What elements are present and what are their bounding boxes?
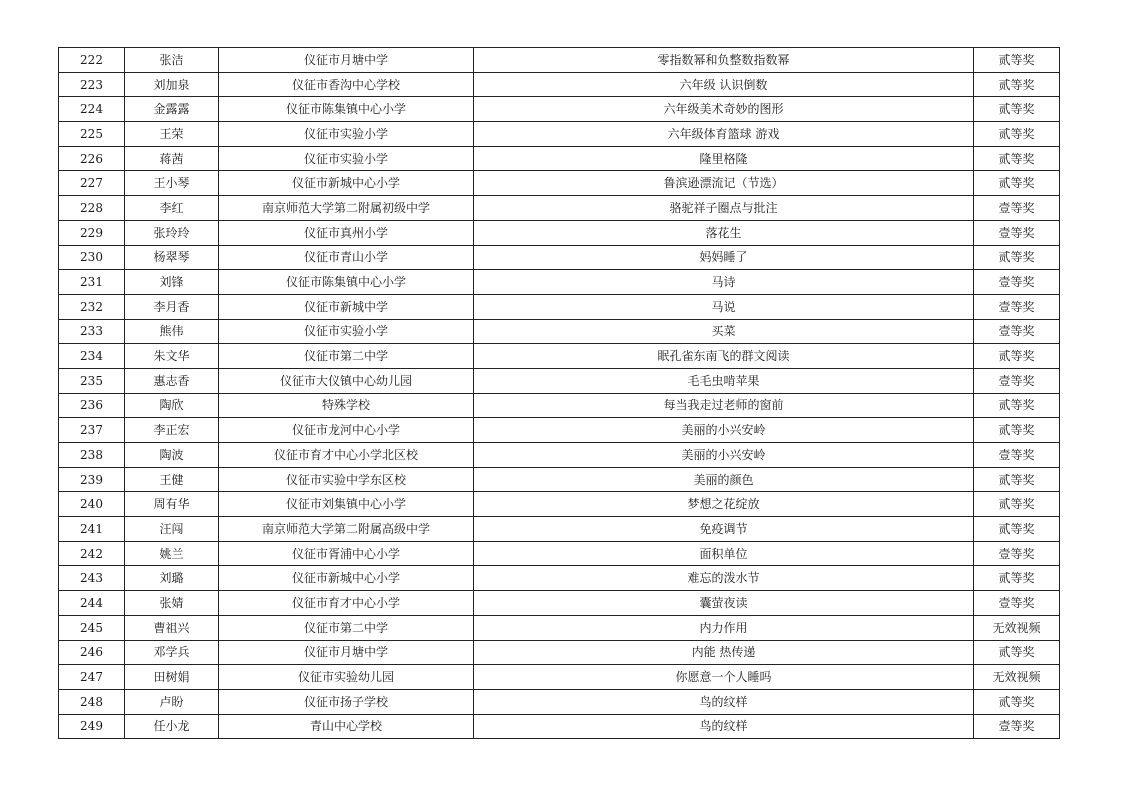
teacher-name-cell: 任小龙 <box>125 714 219 739</box>
lesson-title-cell: 面积单位 <box>474 541 974 566</box>
award-cell: 壹等奖 <box>974 294 1060 319</box>
lesson-title-cell: 六年级美术奇妙的图形 <box>474 97 974 122</box>
school-cell: 南京师范大学第二附属初级中学 <box>219 196 474 221</box>
table-row <box>59 566 1060 591</box>
award-cell: 贰等奖 <box>974 418 1060 443</box>
row-number-cell: 239 <box>59 467 125 492</box>
school-cell: 仪征市香沟中心学校 <box>219 72 474 97</box>
lesson-title-cell: 六年级体育篮球 游戏 <box>474 122 974 147</box>
lesson-title-cell: 六年级 认识倒数 <box>474 72 974 97</box>
award-cell: 壹等奖 <box>974 443 1060 468</box>
lesson-title-cell: 骆驼祥子圈点与批注 <box>474 196 974 221</box>
lesson-title-cell: 鲁滨逊漂流记（节选） <box>474 171 974 196</box>
teacher-name-cell: 惠志香 <box>125 368 219 393</box>
award-cell: 贰等奖 <box>974 492 1060 517</box>
school-cell: 仪征市第二中学 <box>219 615 474 640</box>
teacher-name-cell: 邓学兵 <box>125 640 219 665</box>
school-cell: 青山中心学校 <box>219 714 474 739</box>
school-cell: 仪征市大仪镇中心幼儿园 <box>219 368 474 393</box>
teacher-name-cell: 刘锋 <box>125 270 219 295</box>
table-row <box>59 665 1060 690</box>
lesson-title-cell: 马说 <box>474 294 974 319</box>
row-number-cell: 242 <box>59 541 125 566</box>
award-cell: 贰等奖 <box>974 146 1060 171</box>
teacher-name-cell: 王健 <box>125 467 219 492</box>
row-number-cell: 231 <box>59 270 125 295</box>
table-row <box>59 443 1060 468</box>
school-cell: 仪征市新城中心小学 <box>219 171 474 196</box>
award-cell: 壹等奖 <box>974 714 1060 739</box>
table-row <box>59 146 1060 171</box>
lesson-title-cell: 梦想之花绽放 <box>474 492 974 517</box>
teacher-name-cell: 张洁 <box>125 48 219 73</box>
table-row <box>59 492 1060 517</box>
school-cell: 仪征市月塘中学 <box>219 48 474 73</box>
teacher-name-cell: 李正宏 <box>125 418 219 443</box>
award-cell: 壹等奖 <box>974 541 1060 566</box>
row-number-cell: 223 <box>59 72 125 97</box>
school-cell: 仪征市真州小学 <box>219 220 474 245</box>
lesson-title-cell: 隆里格隆 <box>474 146 974 171</box>
lesson-title-cell: 马诗 <box>474 270 974 295</box>
award-cell: 贰等奖 <box>974 48 1060 73</box>
teacher-name-cell: 金露露 <box>125 97 219 122</box>
school-cell: 仪征市青山小学 <box>219 245 474 270</box>
teacher-name-cell: 陶欣 <box>125 393 219 418</box>
school-cell: 仪征市第二中学 <box>219 344 474 369</box>
lesson-title-cell: 鸟的纹样 <box>474 714 974 739</box>
award-cell: 贰等奖 <box>974 640 1060 665</box>
table-row <box>59 689 1060 714</box>
row-number-cell: 247 <box>59 665 125 690</box>
lesson-title-cell: 零指数幂和负整数指数幂 <box>474 48 974 73</box>
teacher-name-cell: 李红 <box>125 196 219 221</box>
row-number-cell: 238 <box>59 443 125 468</box>
table-row <box>59 196 1060 221</box>
row-number-cell: 246 <box>59 640 125 665</box>
table-row <box>59 591 1060 616</box>
school-cell: 仪征市育才中心小学北区校 <box>219 443 474 468</box>
school-cell: 仪征市新城中学 <box>219 294 474 319</box>
award-cell: 壹等奖 <box>974 220 1060 245</box>
row-number-cell: 228 <box>59 196 125 221</box>
school-cell: 仪征市刘集镇中心小学 <box>219 492 474 517</box>
award-cell: 壹等奖 <box>974 319 1060 344</box>
row-number-cell: 232 <box>59 294 125 319</box>
table-row <box>59 220 1060 245</box>
table-row <box>59 368 1060 393</box>
lesson-title-cell: 买菜 <box>474 319 974 344</box>
table-row <box>59 517 1060 542</box>
award-cell: 壹等奖 <box>974 270 1060 295</box>
row-number-cell: 248 <box>59 689 125 714</box>
award-cell: 贰等奖 <box>974 72 1060 97</box>
award-cell: 贰等奖 <box>974 566 1060 591</box>
award-cell: 壹等奖 <box>974 368 1060 393</box>
row-number-cell: 224 <box>59 97 125 122</box>
teacher-name-cell: 卢盼 <box>125 689 219 714</box>
teacher-name-cell: 刘加泉 <box>125 72 219 97</box>
teacher-name-cell: 张玲玲 <box>125 220 219 245</box>
lesson-title-cell: 内力作用 <box>474 615 974 640</box>
school-cell: 特殊学校 <box>219 393 474 418</box>
table-row <box>59 97 1060 122</box>
row-number-cell: 237 <box>59 418 125 443</box>
lesson-title-cell: 内能 热传递 <box>474 640 974 665</box>
row-number-cell: 227 <box>59 171 125 196</box>
teacher-name-cell: 刘璐 <box>125 566 219 591</box>
award-cell: 贰等奖 <box>974 122 1060 147</box>
table-row <box>59 344 1060 369</box>
award-cell: 壹等奖 <box>974 196 1060 221</box>
teacher-name-cell: 陶波 <box>125 443 219 468</box>
teacher-name-cell: 熊伟 <box>125 319 219 344</box>
teacher-name-cell: 蒋茜 <box>125 146 219 171</box>
school-cell: 仪征市育才中心小学 <box>219 591 474 616</box>
row-number-cell: 222 <box>59 48 125 73</box>
lesson-title-cell: 难忘的泼水节 <box>474 566 974 591</box>
teacher-name-cell: 曹祖兴 <box>125 615 219 640</box>
school-cell: 仪征市实验中学东区校 <box>219 467 474 492</box>
table-row <box>59 122 1060 147</box>
school-cell: 南京师范大学第二附属高级中学 <box>219 517 474 542</box>
school-cell: 仪征市实验小学 <box>219 122 474 147</box>
table-row <box>59 615 1060 640</box>
table-row <box>59 294 1060 319</box>
row-number-cell: 245 <box>59 615 125 640</box>
school-cell: 仪征市陈集镇中心小学 <box>219 270 474 295</box>
table-row <box>59 467 1060 492</box>
row-number-cell: 233 <box>59 319 125 344</box>
school-cell: 仪征市龙河中心小学 <box>219 418 474 443</box>
teacher-name-cell: 李月香 <box>125 294 219 319</box>
school-cell: 仪征市月塘中学 <box>219 640 474 665</box>
table-row <box>59 541 1060 566</box>
table-row <box>59 72 1060 97</box>
row-number-cell: 249 <box>59 714 125 739</box>
lesson-title-cell: 每当我走过老师的窗前 <box>474 393 974 418</box>
table-row <box>59 270 1060 295</box>
teacher-name-cell: 王小琴 <box>125 171 219 196</box>
lesson-title-cell: 美丽的颜色 <box>474 467 974 492</box>
row-number-cell: 225 <box>59 122 125 147</box>
row-number-cell: 244 <box>59 591 125 616</box>
table-row <box>59 319 1060 344</box>
row-number-cell: 241 <box>59 517 125 542</box>
award-cell: 无效视频 <box>974 615 1060 640</box>
table-row <box>59 393 1060 418</box>
teacher-name-cell: 张婧 <box>125 591 219 616</box>
row-number-cell: 229 <box>59 220 125 245</box>
table-row <box>59 714 1060 739</box>
teacher-name-cell: 王荣 <box>125 122 219 147</box>
row-number-cell: 243 <box>59 566 125 591</box>
lesson-title-cell: 妈妈睡了 <box>474 245 974 270</box>
award-table <box>58 47 1060 739</box>
lesson-title-cell: 毛毛虫啃苹果 <box>474 368 974 393</box>
row-number-cell: 236 <box>59 393 125 418</box>
school-cell: 仪征市扬子学校 <box>219 689 474 714</box>
table-row <box>59 48 1060 73</box>
award-cell: 贰等奖 <box>974 689 1060 714</box>
lesson-title-cell: 鸟的纹样 <box>474 689 974 714</box>
school-cell: 仪征市实验小学 <box>219 146 474 171</box>
lesson-title-cell: 美丽的小兴安岭 <box>474 443 974 468</box>
lesson-title-cell: 免疫调节 <box>474 517 974 542</box>
award-cell: 壹等奖 <box>974 591 1060 616</box>
teacher-name-cell: 杨翠琴 <box>125 245 219 270</box>
row-number-cell: 235 <box>59 368 125 393</box>
lesson-title-cell: 囊萤夜读 <box>474 591 974 616</box>
lesson-title-cell: 眠孔雀东南飞的群文阅读 <box>474 344 974 369</box>
table-row <box>59 640 1060 665</box>
award-cell: 无效视频 <box>974 665 1060 690</box>
table-row <box>59 418 1060 443</box>
lesson-title-cell: 你愿意一个人睡吗 <box>474 665 974 690</box>
award-cell: 贰等奖 <box>974 517 1060 542</box>
award-cell: 贰等奖 <box>974 393 1060 418</box>
row-number-cell: 230 <box>59 245 125 270</box>
lesson-title-cell: 美丽的小兴安岭 <box>474 418 974 443</box>
row-number-cell: 234 <box>59 344 125 369</box>
school-cell: 仪征市实验幼儿园 <box>219 665 474 690</box>
teacher-name-cell: 周有华 <box>125 492 219 517</box>
table-body <box>59 48 1060 739</box>
school-cell: 仪征市实验小学 <box>219 319 474 344</box>
award-cell: 贰等奖 <box>974 97 1060 122</box>
row-number-cell: 240 <box>59 492 125 517</box>
lesson-title-cell: 落花生 <box>474 220 974 245</box>
row-number-cell: 226 <box>59 146 125 171</box>
table-row <box>59 171 1060 196</box>
award-cell: 贰等奖 <box>974 344 1060 369</box>
award-cell: 贰等奖 <box>974 245 1060 270</box>
table-row <box>59 245 1060 270</box>
school-cell: 仪征市新城中心小学 <box>219 566 474 591</box>
teacher-name-cell: 田树娟 <box>125 665 219 690</box>
school-cell: 仪征市陈集镇中心小学 <box>219 97 474 122</box>
teacher-name-cell: 姚兰 <box>125 541 219 566</box>
teacher-name-cell: 朱文华 <box>125 344 219 369</box>
award-cell: 贰等奖 <box>974 467 1060 492</box>
award-cell: 贰等奖 <box>974 171 1060 196</box>
school-cell: 仪征市胥浦中心小学 <box>219 541 474 566</box>
teacher-name-cell: 汪闯 <box>125 517 219 542</box>
